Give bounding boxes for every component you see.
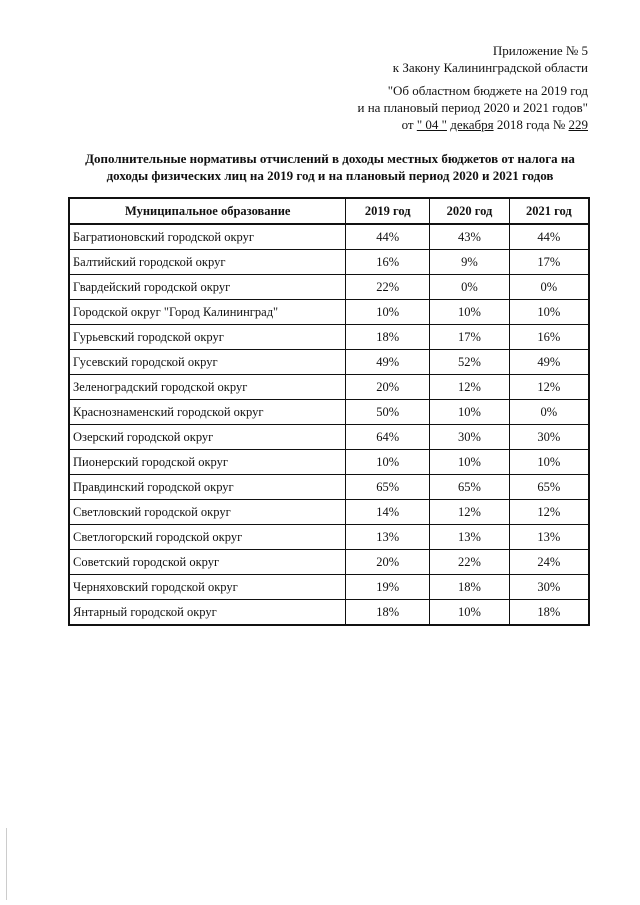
value-2019-cell: 49% [346,350,430,375]
law-date-line [357,116,588,133]
value-2021-cell: 10% [509,450,589,475]
table-row [69,425,589,450]
value-2021-cell: 12% [509,375,589,400]
header-2021: 2021 год [509,198,589,224]
value-2020-cell: 10% [430,450,510,475]
value-2019-cell: 50% [346,400,430,425]
value-2021-cell: 30% [509,575,589,600]
value-2021-cell: 0% [509,400,589,425]
table-row [69,325,589,350]
municipality-cell: Озерский городской округ [69,425,346,450]
value-2021-cell: 18% [509,600,589,626]
value-2021-cell: 10% [509,300,589,325]
title-line2: доходы физических лиц на 2019 год и на плановый период 2020 и 2021 годов [106,168,554,183]
value-2019-cell: 44% [346,224,430,250]
table-row [69,450,589,475]
value-2019-cell: 20% [346,550,430,575]
value-2019-cell: 10% [346,300,430,325]
value-2020-cell: 18% [430,575,510,600]
value-2020-cell: 13% [430,525,510,550]
municipality-cell: Гусевский городской округ [69,350,346,375]
value-2019-cell: 20% [346,375,430,400]
value-2020-cell: 12% [430,500,510,525]
municipality-cell: Балтийский городской округ [69,250,346,275]
table-body [69,224,589,625]
value-2020-cell: 10% [430,300,510,325]
law-number: 229 [568,117,588,132]
table-row [69,275,589,300]
table-row [69,500,589,525]
municipality-cell: Светлогорский городской округ [69,525,346,550]
table-row [69,600,589,626]
municipality-cell: Гурьевский городской округ [69,325,346,350]
municipality-cell: Городской округ "Город Калининград" [69,300,346,325]
value-2019-cell: 65% [346,475,430,500]
table-row [69,550,589,575]
header-2020: 2020 год [430,198,510,224]
municipality-cell: Зеленоградский городской округ [69,375,346,400]
value-2021-cell: 0% [509,275,589,300]
value-2020-cell: 52% [430,350,510,375]
table-row [69,250,589,275]
table-header-row [69,198,589,224]
value-2020-cell: 10% [430,600,510,626]
value-2019-cell: 19% [346,575,430,600]
value-2019-cell: 22% [346,275,430,300]
appendix-number: Приложение № 5 [492,43,588,58]
table-row [69,575,589,600]
value-2020-cell: 22% [430,550,510,575]
value-2021-cell: 49% [509,350,589,375]
value-2020-cell: 30% [430,425,510,450]
value-2021-cell: 13% [509,525,589,550]
value-2019-cell: 14% [346,500,430,525]
date-year: 2018 года № [493,117,569,132]
value-2020-cell: 17% [430,325,510,350]
municipality-cell: Багратионовский городской округ [69,224,346,250]
date-day: " 04 " [416,117,447,132]
value-2020-cell: 0% [430,275,510,300]
value-2020-cell: 43% [430,224,510,250]
header-municipality: Муниципальное образование [69,198,346,224]
value-2020-cell: 9% [430,250,510,275]
value-2021-cell: 30% [509,425,589,450]
municipality-cell: Правдинский городской округ [69,475,346,500]
value-2021-cell: 16% [509,325,589,350]
law-title-line2: и на плановый период 2020 и 2021 годов" [357,100,588,115]
law-title-line1: "Об областном бюджете на 2019 год [387,83,588,98]
table-row [69,224,589,250]
table-row [69,475,589,500]
municipality-cell: Советский городской округ [69,550,346,575]
header-2019: 2019 год [346,198,430,224]
norms-table [68,197,590,626]
municipality-cell: Гвардейский городской округ [69,275,346,300]
value-2021-cell: 12% [509,500,589,525]
document-header [357,42,588,133]
value-2020-cell: 12% [430,375,510,400]
value-2021-cell: 44% [509,224,589,250]
municipality-cell: Пионерский городской округ [69,450,346,475]
scan-margin-mark [6,828,7,900]
municipality-cell: Краснознаменский городской округ [69,400,346,425]
table-row [69,375,589,400]
date-prefix: от [401,117,417,132]
value-2019-cell: 18% [346,325,430,350]
value-2020-cell: 65% [430,475,510,500]
table-row [69,300,589,325]
date-month: декабря [450,117,494,132]
law-reference: к Закону Калининградской области [392,60,588,75]
municipality-cell: Черняховский городской округ [69,575,346,600]
title-line1: Дополнительные нормативы отчислений в доходы местных бюджетов от налога на [85,151,575,166]
value-2019-cell: 18% [346,600,430,626]
municipality-cell: Янтарный городской округ [69,600,346,626]
value-2021-cell: 65% [509,475,589,500]
value-2019-cell: 16% [346,250,430,275]
value-2019-cell: 10% [346,450,430,475]
table-row [69,350,589,375]
value-2019-cell: 64% [346,425,430,450]
value-2019-cell: 13% [346,525,430,550]
table-row [69,400,589,425]
value-2021-cell: 17% [509,250,589,275]
document-title [60,150,600,184]
table-row [69,525,589,550]
value-2020-cell: 10% [430,400,510,425]
municipality-cell: Светловский городской округ [69,500,346,525]
value-2021-cell: 24% [509,550,589,575]
